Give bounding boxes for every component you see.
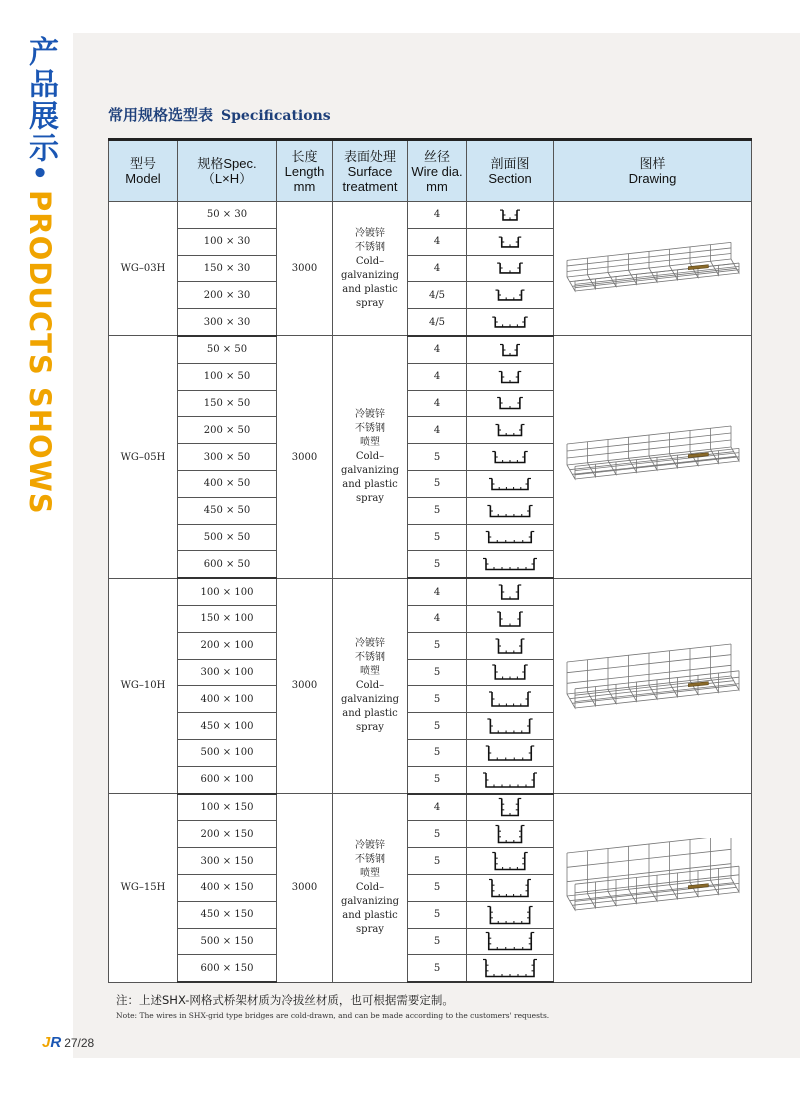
treatment-cell (333, 794, 408, 983)
table-header-row (109, 140, 752, 202)
wire-dia-cell: 5 (408, 713, 467, 740)
spec-cell: 600 × 150 (178, 955, 277, 982)
header-section-en: Section (488, 171, 532, 186)
treatment-line: spray (356, 297, 384, 309)
header-length (277, 140, 333, 202)
section-profile-outline (490, 505, 529, 516)
wire-dia-cell: 4 (408, 363, 467, 390)
wire-dia-cell: 5 (408, 497, 467, 524)
tray-wire (587, 660, 595, 706)
cable-tray-drawing (563, 838, 743, 938)
treatment-line: spray (356, 923, 384, 935)
header-section (467, 140, 554, 202)
treatment-line: spray (356, 493, 384, 505)
tray-wire (567, 662, 575, 708)
wire-dia-cell: 5 (408, 821, 467, 848)
wire-dia-cell: 5 (408, 659, 467, 686)
treatment-line: spray (356, 721, 384, 733)
section-heading-en: Specifications (221, 108, 331, 124)
treatment-line: Cold– (355, 679, 385, 691)
section-profile-outline (495, 853, 525, 870)
drawing-cell (554, 336, 752, 578)
spec-cell: 200 × 30 (178, 282, 277, 309)
section-cell (467, 848, 554, 875)
treatment-line: galvanizing (340, 465, 400, 477)
section-profile-icon (481, 742, 539, 764)
tray-wire (669, 433, 677, 468)
tray-wire (628, 655, 636, 701)
section-profile-icon (481, 204, 539, 226)
length-cell: 3000 (277, 336, 333, 578)
treatment-line: Cold– (355, 255, 385, 267)
treatment-line: and plastic (342, 707, 398, 719)
treatment-line: 不锈钢 (355, 423, 385, 435)
length-cell: 3000 (277, 578, 333, 793)
section-profile-icon (481, 715, 539, 737)
section-cell (467, 739, 554, 766)
tray-wire (731, 426, 739, 461)
wire-dia-cell: 5 (408, 766, 467, 793)
section-profile-icon (481, 446, 539, 468)
tray-mesh (567, 838, 739, 910)
sidebar-title (22, 36, 70, 515)
spec-cell: 400 × 150 (178, 874, 277, 901)
header-drawing-en: Drawing (628, 171, 677, 186)
tray-mesh (567, 426, 739, 479)
spec-cell: 150 × 50 (178, 390, 277, 417)
spec-cell: 300 × 50 (178, 444, 277, 471)
section-profile-icon (481, 823, 539, 845)
section-cell (467, 659, 554, 686)
section-profile-icon (481, 284, 539, 306)
section-profile-icon (481, 850, 539, 872)
section-profile-icon (481, 366, 539, 388)
wire-dia-cell: 5 (408, 632, 467, 659)
section-profile-icon (481, 231, 539, 253)
tray-mesh (567, 644, 739, 708)
section-cell (467, 874, 554, 901)
header-model-cn: 型号 (129, 156, 156, 171)
wire-dia-cell: 4 (408, 417, 467, 444)
section-profile-icon (481, 526, 539, 548)
wire-dia-cell: 5 (408, 444, 467, 471)
page-footer (42, 1034, 94, 1051)
section-cell (467, 417, 554, 444)
length-cell: 3000 (277, 794, 333, 983)
section-profile-icon (481, 635, 539, 657)
header-wire-dia (408, 140, 467, 202)
treatment-cell (333, 202, 408, 336)
spec-cell: 200 × 50 (178, 417, 277, 444)
treatment-line: 喷塑 (360, 665, 380, 677)
spec-cell: 400 × 50 (178, 470, 277, 497)
tray-wire (649, 653, 657, 699)
section-cell (467, 390, 554, 417)
treatment-line: and plastic (342, 909, 398, 921)
wire-dia-cell: 4/5 (408, 282, 467, 309)
sidebar-title-en: PRODUCTS SHOWS (23, 190, 57, 515)
wire-dia-cell: 4 (408, 794, 467, 821)
section-profile-icon (481, 473, 539, 495)
section-cell (467, 821, 554, 848)
spec-cell: 600 × 50 (178, 551, 277, 578)
section-cell (467, 444, 554, 471)
treatment-line: 冷镀锌 (355, 409, 385, 421)
tray-wire (690, 648, 698, 694)
table-row (109, 336, 752, 363)
treatment-line: and plastic (342, 479, 398, 491)
section-profile-icon (481, 608, 539, 630)
header-drawing (554, 140, 752, 202)
treatment-line: Cold– (355, 451, 385, 463)
drawing-cell (554, 578, 752, 793)
section-profile-icon (481, 877, 539, 899)
table-row (109, 578, 752, 605)
section-cell (467, 928, 554, 955)
wire-dia-cell: 5 (408, 470, 467, 497)
model-cell: WG–15H (109, 794, 178, 983)
page-number: 27/28 (64, 1035, 95, 1050)
wire-dia-cell: 5 (408, 848, 467, 875)
section-profile-icon (481, 339, 539, 361)
spec-cell: 150 × 100 (178, 605, 277, 632)
spec-cell: 200 × 100 (178, 632, 277, 659)
footnote (116, 992, 549, 1020)
section-cell (467, 524, 554, 551)
section-cell (467, 363, 554, 390)
section-profile-icon (481, 688, 539, 710)
section-cell (467, 202, 554, 229)
header-wire-dia-en: Wire dia. (411, 163, 463, 179)
header-treatment (333, 140, 408, 202)
spec-table (108, 138, 752, 983)
tray-longitudinal-wire (572, 685, 736, 703)
section-profile-icon (481, 553, 539, 575)
tray-longitudinal-wire (569, 452, 733, 470)
section-heading-cn: 常用规格选型表 (108, 106, 214, 124)
sidebar-dot: • (31, 159, 49, 189)
length-cell: 3000 (277, 202, 333, 336)
section-profile-outline (490, 719, 529, 733)
wire-dia-cell: 5 (408, 551, 467, 578)
model-cell: WG–10H (109, 578, 178, 793)
section-cell (467, 794, 554, 821)
header-model-en: Model (125, 171, 161, 186)
table-row (109, 794, 752, 821)
treatment-line: 不锈钢 (355, 241, 385, 253)
spec-cell: 600 × 100 (178, 766, 277, 793)
section-cell (467, 955, 554, 982)
treatment-cell (333, 336, 408, 578)
treatment-line: 冷镀锌 (355, 227, 385, 239)
section-profile-outline (492, 879, 528, 896)
model-cell: WG–05H (109, 336, 178, 578)
tray-wire (669, 651, 677, 697)
section-profile-icon (481, 257, 539, 279)
treatment-line: Cold– (355, 881, 385, 893)
model-cell: WG–03H (109, 202, 178, 336)
wire-dia-cell: 4 (408, 228, 467, 255)
header-spec-en: （L×H） (201, 171, 253, 186)
wire-dia-cell: 5 (408, 955, 467, 982)
table-row (109, 202, 752, 229)
header-spec-cn: 规格Spec. (197, 156, 257, 171)
wire-dia-cell: 4/5 (408, 309, 467, 336)
section-profile-icon (481, 930, 539, 952)
treatment-line: 喷塑 (360, 867, 380, 879)
spec-cell: 50 × 50 (178, 336, 277, 363)
section-profile-outline (499, 639, 522, 653)
spec-cell: 300 × 150 (178, 848, 277, 875)
footnote-en: Note: The wires in SHX-grid type bridges are cold-drawn, and can be made according to the customers' requests. (116, 1011, 550, 1020)
section-profile-outline (492, 692, 528, 706)
spec-cell: 500 × 50 (178, 524, 277, 551)
section-profile-icon (481, 581, 539, 603)
section-profile-icon (481, 957, 539, 979)
spec-cell: 100 × 30 (178, 228, 277, 255)
spec-cell: 400 × 100 (178, 686, 277, 713)
section-profile-icon (481, 769, 539, 791)
section-cell (467, 632, 554, 659)
spec-cell: 450 × 50 (178, 497, 277, 524)
wire-dia-cell: 4 (408, 605, 467, 632)
treatment-cell (333, 578, 408, 793)
header-wire-dia-cn: 丝径 (423, 148, 450, 164)
tray-wire (608, 440, 616, 475)
section-cell (467, 470, 554, 497)
treatment-line: 喷塑 (360, 437, 380, 449)
section-cell (467, 336, 554, 363)
tray-wire (731, 644, 739, 690)
tray-wire (608, 657, 616, 703)
tray-wire (710, 646, 718, 692)
wire-dia-cell: 5 (408, 874, 467, 901)
section-cell (467, 282, 554, 309)
section-profile-outline (489, 933, 532, 950)
header-section-cn: 剖面图 (490, 156, 530, 171)
section-heading (108, 104, 331, 125)
section-cell (467, 766, 554, 793)
section-cell (467, 578, 554, 605)
spec-cell: 150 × 30 (178, 255, 277, 282)
section-profile-outline (499, 290, 522, 300)
treatment-line: 不锈钢 (355, 853, 385, 865)
wire-dia-cell: 4 (408, 336, 467, 363)
spec-cell: 500 × 150 (178, 928, 277, 955)
tray-mesh (567, 242, 739, 291)
tray-longitudinal-wire (569, 882, 733, 900)
section-profile-outline (499, 425, 522, 436)
section-profile-icon (481, 311, 539, 333)
header-treatment-cn: 表面处理 (343, 148, 396, 164)
section-cell (467, 713, 554, 740)
spec-cell: 300 × 30 (178, 309, 277, 336)
wire-dia-cell: 4 (408, 390, 467, 417)
wire-dia-cell: 4 (408, 578, 467, 605)
tray-longitudinal-wire (572, 456, 736, 474)
section-profile-icon (481, 904, 539, 926)
footnote-cn: 注：上述SHX-网格式桥架材质为冷拔丝材质，也可根据需要定制。 (116, 993, 454, 1007)
header-spec (178, 140, 277, 202)
treatment-line: galvanizing (340, 693, 400, 705)
section-profile-outline (502, 799, 519, 816)
tray-wire (710, 428, 718, 463)
tray-longitudinal-wire (572, 268, 736, 286)
spec-cell: 450 × 100 (178, 713, 277, 740)
section-cell (467, 497, 554, 524)
section-profile-outline (492, 478, 528, 489)
header-wire-dia-en2: mm (426, 178, 448, 194)
section-profile-icon (481, 500, 539, 522)
spec-cell: 200 × 150 (178, 821, 277, 848)
cable-tray-drawing (563, 636, 743, 736)
section-profile-outline (490, 906, 529, 923)
header-treatment-en2: treatment (342, 178, 398, 194)
wire-dia-cell: 5 (408, 928, 467, 955)
header-treatment-en: Surface (347, 163, 393, 179)
wire-dia-cell: 5 (408, 901, 467, 928)
cable-tray-drawing (563, 219, 743, 319)
cable-tray-drawing (563, 407, 743, 507)
section-profile-outline (499, 826, 522, 843)
wire-dia-cell: 5 (408, 686, 467, 713)
section-profile-outline (486, 960, 534, 977)
header-drawing-cn: 图样 (639, 156, 666, 171)
wire-dia-cell: 4 (408, 255, 467, 282)
section-cell (467, 551, 554, 578)
tray-wire (649, 435, 657, 470)
section-cell (467, 255, 554, 282)
section-profile-icon (481, 661, 539, 683)
tray-wire (567, 444, 575, 479)
section-cell (467, 309, 554, 336)
tray-wire (587, 442, 595, 477)
spec-cell: 300 × 100 (178, 659, 277, 686)
treatment-line: galvanizing (340, 269, 400, 281)
spec-cell: 500 × 100 (178, 739, 277, 766)
treatment-line: 不锈钢 (355, 651, 385, 663)
header-length-en2: mm (293, 178, 316, 194)
section-profile-outline (489, 746, 532, 760)
treatment-line: 冷镀锌 (355, 839, 385, 851)
section-profile-icon (481, 392, 539, 414)
brand-logo (42, 1034, 61, 1051)
section-cell (467, 228, 554, 255)
tray-longitudinal-wire (569, 681, 733, 699)
drawing-cell (554, 794, 752, 983)
sidebar-title-cn: 产品展示 (23, 36, 58, 164)
table-body (109, 202, 752, 983)
treatment-line: galvanizing (340, 895, 400, 907)
section-cell (467, 686, 554, 713)
section-profile-icon (481, 419, 539, 441)
section-profile-outline (489, 532, 532, 543)
header-model (109, 140, 178, 202)
treatment-line: and plastic (342, 283, 398, 295)
wire-dia-cell: 4 (408, 202, 467, 229)
tray-wire (690, 431, 698, 466)
drawing-cell (554, 202, 752, 336)
spec-cell: 100 × 50 (178, 363, 277, 390)
section-profile-icon (481, 796, 539, 818)
header-length-cn: 长度 (291, 148, 318, 164)
section-cell (467, 901, 554, 928)
treatment-line: 冷镀锌 (355, 637, 385, 649)
tray-wire (628, 437, 636, 472)
header-length-en: Length (284, 163, 325, 179)
section-cell (467, 605, 554, 632)
logo-letter-r: R (50, 1034, 62, 1051)
spec-cell: 100 × 150 (178, 794, 277, 821)
wire-dia-cell: 5 (408, 524, 467, 551)
spec-cell: 100 × 100 (178, 578, 277, 605)
spec-cell: 450 × 150 (178, 901, 277, 928)
logo-letter-j: J (42, 1034, 51, 1051)
spec-cell: 50 × 30 (178, 202, 277, 229)
wire-dia-cell: 5 (408, 739, 467, 766)
